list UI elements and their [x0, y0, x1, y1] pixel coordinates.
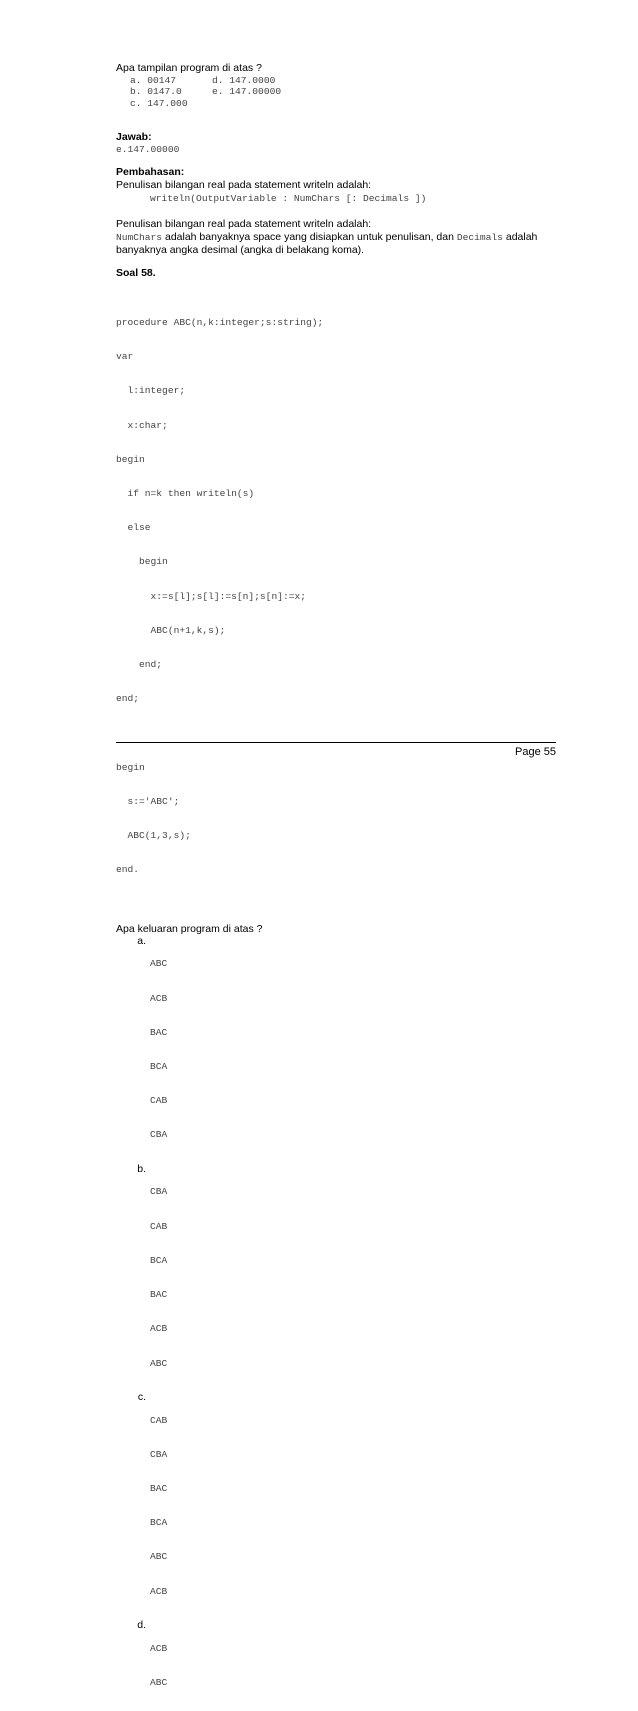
answer-list [130, 936, 556, 1711]
answer-line: ACB [150, 1642, 168, 1654]
answer-letter: b. [137, 1162, 146, 1175]
page-number: Page 55 [515, 746, 556, 758]
pembahasan-numchars-line [116, 231, 556, 244]
pembahasan-line-3: banyaknya angka desimal (angka di belakang koma). [116, 244, 365, 257]
answer-line: ABC [150, 1676, 168, 1688]
answer-lines [150, 936, 556, 1164]
answer-letter: c. [137, 1390, 146, 1403]
answer-lines [150, 1164, 556, 1392]
option-d: d. 147.0000 [212, 75, 276, 86]
numchars-term: NumChars [116, 232, 163, 244]
code-line: procedure ABC(n,k:integer;s:string); [116, 316, 324, 328]
option-row [130, 75, 556, 86]
answer-letter: d. [137, 1618, 146, 1631]
option-a: a. 00147 [130, 75, 177, 86]
answer-lines [150, 1620, 556, 1711]
question-1-options [130, 75, 556, 109]
code-line: else [116, 522, 151, 534]
answer-letter: a. [137, 934, 146, 947]
answer-line: BCA [150, 1061, 168, 1073]
option-empty [212, 98, 332, 109]
code-line: begin [116, 556, 168, 568]
code-line: ABC(1,3,s); [116, 830, 191, 842]
jawab-label: Jawab: [116, 131, 152, 144]
answer-line: CAB [150, 1095, 168, 1107]
answer-line: BAC [150, 1026, 168, 1038]
pembahasan-line-2: Penulisan bilangan real pada statement writeln adalah: [116, 218, 372, 231]
answer-line: CBA [150, 1129, 168, 1141]
answer-c [130, 1392, 556, 1620]
code-line: end. [116, 864, 140, 876]
numchars-desc: adalah banyaknya space yang disiapkan untuk penulisan, dan [162, 231, 457, 244]
jawab-value: e.147.00000 [116, 144, 180, 156]
answer-d [130, 1620, 556, 1711]
question-2-text: Apa keluaran program di atas ? [116, 922, 263, 935]
answer-line: ACB [150, 992, 168, 1004]
code-line: x:=s[l];s[l]:=s[n];s[n]:=x; [116, 590, 306, 602]
option-b: b. 0147.0 [130, 86, 182, 98]
answer-line: ABC [150, 1551, 168, 1563]
footer-divider [116, 742, 556, 743]
code-line: ABC(n+1,k,s); [116, 624, 226, 636]
decimals-tail: adalah [502, 231, 538, 244]
pembahasan-label: Pembahasan: [116, 165, 185, 178]
answer-line: BAC [150, 1483, 168, 1495]
option-e: e. 147.00000 [212, 86, 282, 98]
answer-line: BAC [150, 1289, 168, 1301]
answer-line: ACB [150, 1585, 168, 1597]
option-c: c. 147.000 [130, 97, 188, 109]
code-line: x:char; [116, 419, 168, 431]
code-line: begin [116, 453, 145, 465]
answer-line: ABC [150, 958, 168, 970]
soal-title: Soal 58. [116, 267, 156, 280]
answer-line: CBA [150, 1448, 168, 1460]
code-line: end; [116, 659, 163, 671]
decimals-term: Decimals [456, 232, 503, 244]
answer-line: CBA [150, 1186, 168, 1198]
answer-line: BCA [150, 1517, 168, 1529]
code-line: s:='ABC'; [116, 795, 180, 807]
code-line: end; [116, 693, 140, 705]
answer-a [130, 936, 556, 1164]
answer-line: ABC [150, 1357, 168, 1369]
code-line [116, 727, 556, 738]
code-line: if n=k then writeln(s) [116, 487, 255, 499]
answer-line: CAB [150, 1414, 168, 1426]
code-line: var [116, 351, 134, 363]
answer-line: ACB [150, 1323, 168, 1335]
answer-b [130, 1164, 556, 1392]
code-line: l:integer; [116, 385, 186, 397]
code-line: begin [116, 761, 145, 773]
option-row [130, 98, 556, 109]
code-block [116, 294, 556, 899]
pembahasan-line-1: Penulisan bilangan real pada statement writeln adalah: [116, 178, 372, 191]
answer-line: CAB [150, 1220, 168, 1232]
option-row [130, 86, 556, 97]
answer-lines [150, 1392, 556, 1620]
question-1-text: Apa tampilan program di atas ? [116, 62, 262, 74]
writeln-syntax: writeln(OutputVariable : NumChars [: Decimals ]) [150, 192, 427, 204]
document-body [116, 62, 556, 1711]
answer-line: BCA [150, 1254, 168, 1266]
